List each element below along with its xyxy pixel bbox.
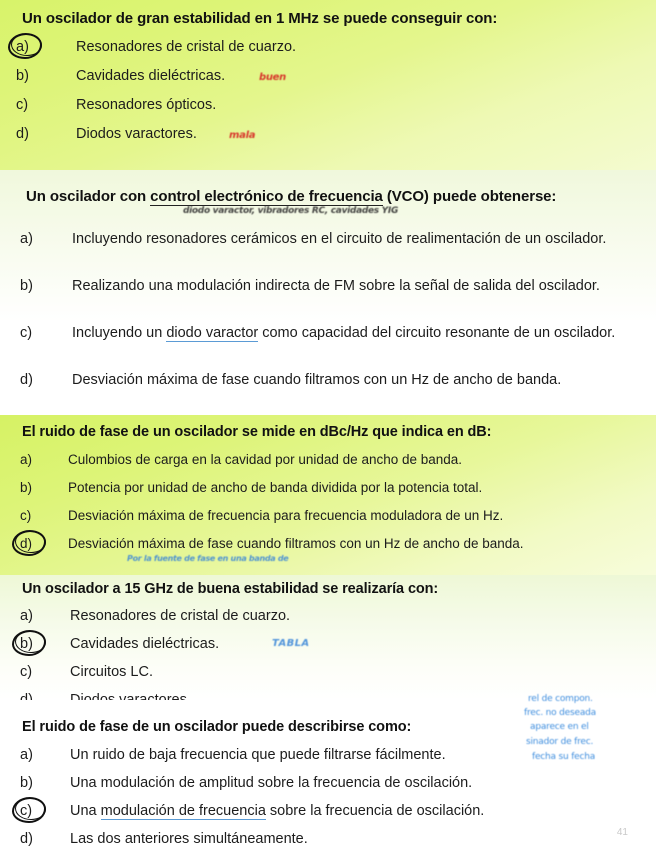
option-row[interactable] (16, 125, 640, 143)
margin-note-line: aparece en el (530, 722, 589, 732)
option-letter-d: d) (16, 126, 29, 142)
option-text: Una modulación de amplitud sobre la frecuencia de oscilación. (70, 775, 473, 791)
margin-note-line: fecha su fecha (532, 752, 596, 762)
question-title: El ruido de fase de un oscilador puede describirse como: (22, 719, 412, 735)
option-text: Desviación máxima de frecuencia para frecuencia moduladora de un Hz. (68, 508, 504, 523)
option-letter-b: b) (20, 278, 33, 294)
option-letter-a: a) (20, 608, 33, 624)
option-text: Potencia por unidad de ancho de banda dividida por la potencia total. (68, 480, 483, 495)
option-row[interactable] (16, 38, 640, 56)
option-letter-c: c) (20, 325, 33, 341)
option-row[interactable] (20, 479, 640, 496)
margin-note-block (520, 692, 656, 762)
question-part-post: (VCO) puede obtenerse: (382, 188, 557, 205)
margin-note-line: sinador de frec. (526, 737, 594, 747)
handwritten-annotation-mala: mala (229, 130, 256, 141)
option-text-pre: Una (70, 803, 101, 819)
handwritten-annotation-phase-noise: Por la fuente de fase en una banda de (127, 554, 289, 563)
option-letter-b: b) (20, 635, 70, 653)
option-text (70, 802, 640, 820)
option-row[interactable] (20, 830, 640, 848)
option-text: Diodos varactores. (76, 126, 197, 142)
option-text: Un ruido de baja frecuencia que puede filtrarse fácilmente. (70, 747, 446, 763)
option-underlined-term: modulación de frecuencia (100, 803, 266, 819)
option-letter-a: a) (20, 231, 33, 247)
option-text: Culombios de carga en la cavidad por unidad de ancho de banda. (68, 452, 463, 467)
option-letter-a: a) (20, 747, 33, 763)
option-row[interactable] (20, 635, 640, 653)
option-letter-c: c) (20, 802, 70, 820)
option-text-post: sobre la frecuencia de oscilación. (265, 803, 485, 819)
option-row[interactable] (20, 451, 640, 468)
slide-oscillator-15ghz (0, 575, 656, 700)
option-text: Cavidades dieléctricas. (70, 636, 220, 652)
option-letter-a: a) (16, 38, 76, 56)
question-title: Un oscilador a 15 GHz de buena estabilidad se realizaría con: (22, 581, 439, 597)
slide-oscillator-1mhz (0, 0, 656, 170)
option-text-post: como capacidad del circuito resonante de un oscilador. (258, 325, 616, 341)
option-letter-d: d) (20, 372, 33, 388)
option-text: Resonadores de cristal de cuarzo. (70, 608, 291, 624)
option-text: Resonadores de cristal de cuarzo. (76, 39, 297, 55)
option-letter-b: b) (16, 68, 29, 84)
handwritten-annotation-vco-sources: diodo varactor, vibradores RC, cavidades YIG (183, 206, 399, 216)
option-letter-c: c) (16, 97, 29, 113)
option-row[interactable] (20, 371, 638, 389)
option-text: Incluyendo resonadores cerámicos en el circuito de realimentación de un oscilador. (72, 231, 607, 247)
option-text: Circuitos LC. (70, 664, 153, 680)
option-letter-a: a) (20, 452, 33, 467)
option-row[interactable] (20, 277, 638, 295)
slide-phase-noise-dbc (0, 415, 656, 575)
option-row[interactable] (16, 67, 640, 85)
question-title: Un oscilador de gran estabilidad en 1 MHz se puede conseguir con: (22, 10, 498, 27)
option-row[interactable] (20, 324, 638, 342)
option-row[interactable] (20, 774, 640, 792)
option-text: Cavidades dieléctricas. (76, 68, 226, 84)
handwritten-annotation-tabla: TABLA (272, 638, 310, 649)
margin-note-line: rel de compon. (528, 694, 593, 704)
option-text: Desviación máxima de fase cuando filtramos con un Hz de ancho de banda. (68, 536, 524, 551)
option-letter-b: b) (20, 775, 33, 791)
option-letter-d: d) (20, 831, 33, 847)
option-text: Desviación máxima de fase cuando filtramos con un Hz de ancho de banda. (72, 372, 562, 388)
slide-vco (0, 170, 656, 415)
option-text: Realizando una modulación indirecta de FM sobre la señal de salida del oscilador. (72, 278, 600, 294)
option-letter-c: c) (20, 664, 33, 680)
option-row[interactable] (20, 230, 638, 248)
question-title: El ruido de fase de un oscilador se mide en dBc/Hz que indica en dB: (22, 424, 492, 440)
margin-note-line: frec. no deseada (524, 708, 596, 718)
option-text (72, 324, 638, 342)
option-row[interactable] (20, 607, 640, 625)
option-text-pre: Incluyendo un (72, 325, 167, 341)
page-number: 41 (616, 827, 628, 838)
option-row[interactable] (20, 802, 640, 820)
option-text: Resonadores ópticos. (76, 97, 217, 113)
option-row[interactable] (20, 507, 640, 524)
option-text: Las dos anteriores simultáneamente. (70, 831, 308, 847)
option-underlined-term: diodo varactor (166, 325, 259, 341)
option-letter-c: c) (20, 508, 32, 523)
handwritten-annotation-buen: buen (259, 72, 286, 83)
option-letter-d: d) (20, 535, 68, 552)
question-underlined-term: control electrónico de frecuencia (150, 188, 383, 205)
option-row[interactable] (20, 535, 640, 552)
question-part-pre: Un oscilador con (26, 188, 151, 205)
question-title (26, 188, 634, 206)
option-row[interactable] (20, 663, 640, 681)
option-row[interactable] (16, 96, 640, 114)
slide-phase-noise-describe (0, 694, 656, 848)
option-letter-b: b) (20, 480, 33, 495)
